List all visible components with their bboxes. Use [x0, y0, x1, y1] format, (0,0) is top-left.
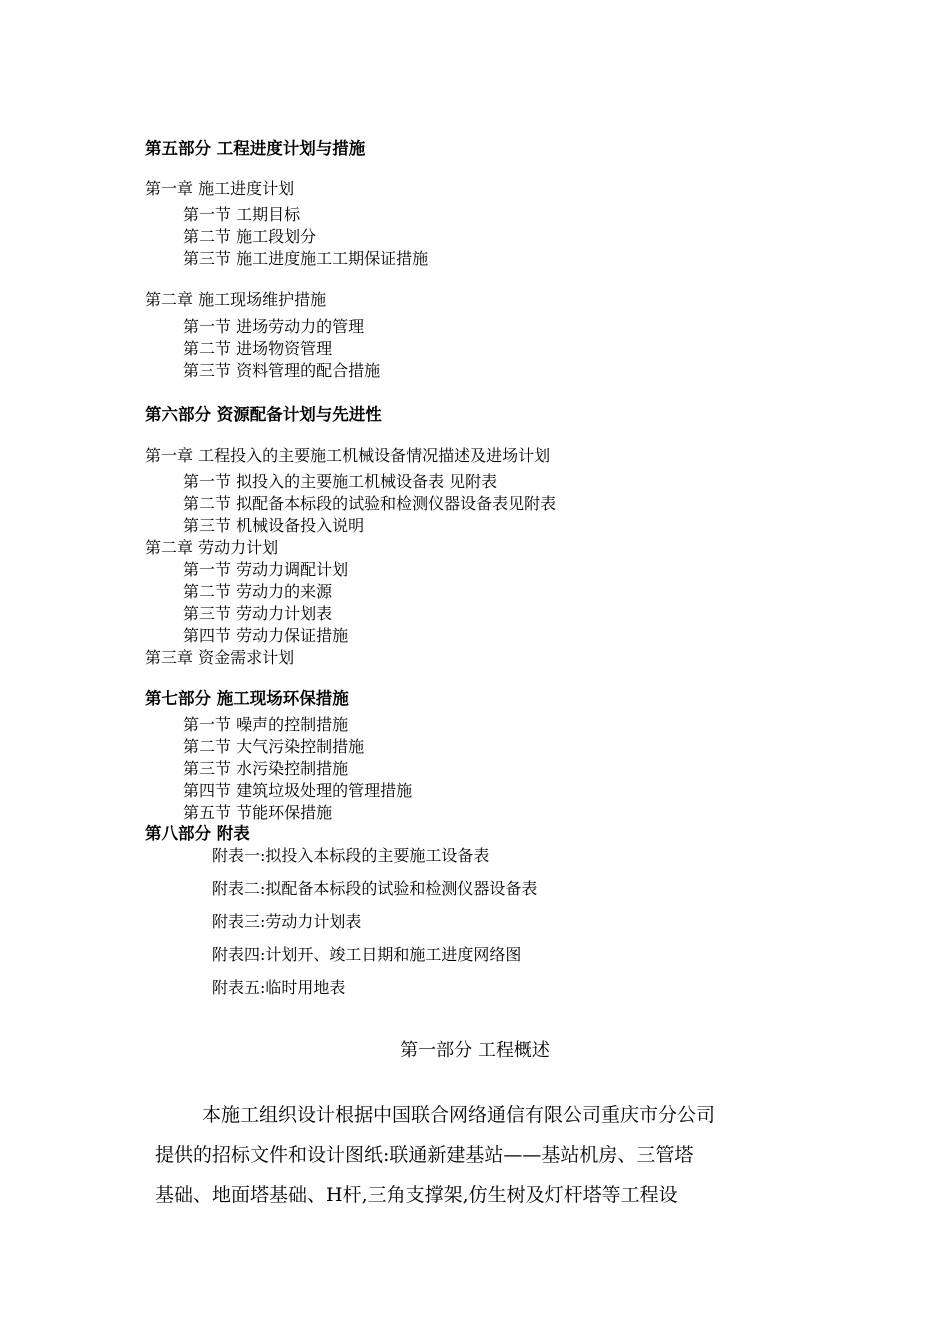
section-item: 第一节 拟投入的主要施工机械设备表 见附表	[183, 472, 498, 491]
part-5-heading: 第五部分 工程进度计划与措施	[145, 139, 366, 158]
section-item: 第二节 进场物资管理	[183, 339, 333, 358]
section-item: 第二节 大气污染控制措施	[183, 737, 365, 756]
part-6-heading: 第六部分 资源配备计划与先进性	[145, 405, 382, 424]
appendix-item: 附表三:劳动力计划表	[212, 912, 362, 931]
appendix-item: 附表四:计划开、竣工日期和施工进度网络图	[212, 945, 522, 964]
section-item: 第一节 劳动力调配计划	[183, 560, 349, 579]
section-item: 第四节 劳动力保证措施	[183, 626, 349, 645]
section-item: 第一节 噪声的控制措施	[183, 715, 349, 734]
section-item: 第三节 水污染控制措施	[183, 759, 349, 778]
section-item: 第二节 施工段划分	[183, 227, 317, 246]
appendix-item: 附表二:拟配备本标段的试验和检测仪器设备表	[212, 879, 538, 898]
body-paragraph-line: 本施工组织设计根据中国联合网络通信有限公司重庆市分公司	[202, 1104, 716, 1126]
section-item: 第五节 节能环保措施	[183, 803, 333, 822]
section-item: 第二节 劳动力的来源	[183, 582, 333, 601]
section-item: 第四节 建筑垃圾处理的管理措施	[183, 781, 413, 800]
chapter-heading: 第二章 施工现场维护措施	[145, 290, 327, 309]
section-item: 第三节 资料管理的配合措施	[183, 361, 381, 380]
chapter-heading: 第二章 劳动力计划	[145, 538, 279, 557]
section-item: 第三节 机械设备投入说明	[183, 516, 365, 535]
section-item: 第三节 施工进度施工工期保证措施	[183, 249, 429, 268]
body-paragraph-line: 提供的招标文件和设计图纸:联通新建基站——基站机房、三管塔	[155, 1144, 694, 1166]
appendix-item: 附表五:临时用地表	[212, 978, 346, 997]
section-item: 第三节 劳动力计划表	[183, 604, 333, 623]
chapter-heading: 第一章 工程投入的主要施工机械设备情况描述及进场计划	[145, 446, 551, 465]
chapter-heading: 第三章 资金需求计划	[145, 648, 295, 667]
section-title: 第一部分 工程概述	[400, 1040, 550, 1061]
section-item: 第一节 进场劳动力的管理	[183, 317, 365, 336]
part-7-heading: 第七部分 施工现场环保措施	[145, 689, 349, 708]
section-item: 第二节 拟配备本标段的试验和检测仪器设备表见附表	[183, 494, 557, 513]
section-item: 第一节 工期目标	[183, 205, 301, 224]
part-8-heading: 第八部分 附表	[145, 824, 250, 843]
body-paragraph-line: 基础、地面塔基础、H杆,三角支撑架,仿生树及灯杆塔等工程设	[155, 1184, 678, 1206]
appendix-item: 附表一:拟投入本标段的主要施工设备表	[212, 846, 490, 865]
chapter-heading: 第一章 施工进度计划	[145, 179, 295, 198]
